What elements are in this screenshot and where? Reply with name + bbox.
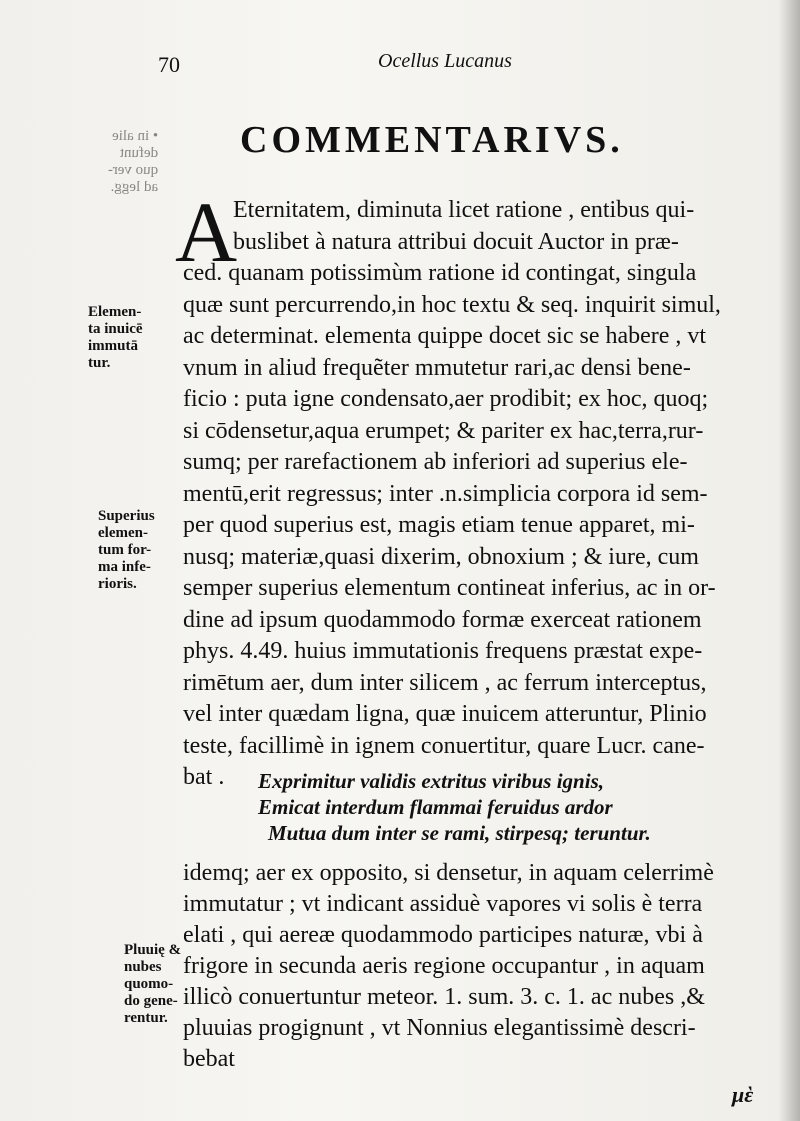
text-line: Eternitatem, diminuta licet ratione , entibus qui- xyxy=(233,197,695,223)
text-line: dine ad ipsum quodammodo formæ exerceat rationem xyxy=(183,606,702,633)
main-text-block xyxy=(183,195,783,794)
catchword: μὲ xyxy=(732,1082,754,1107)
verse-line: Mutua dum inter se rami, stirpesq; teruntur. xyxy=(268,821,651,845)
text-line: idemq; aer ex opposito, si densetur, in aquam celerrimè xyxy=(183,860,714,886)
text-line: ficio : puta igne condensato,aer prodibit; ex hoc, quoq; xyxy=(183,386,709,412)
text-line: pluuias progignunt , vt Nonnius elegantissimè descri- xyxy=(183,1015,696,1041)
text-line: elati , qui aereæ quodammodo participes naturæ, vbi à xyxy=(183,922,703,948)
text-line: per quod superius est, magis etiam tenue apparet, mi- xyxy=(183,512,695,538)
page-number: 70 xyxy=(158,52,180,77)
text-line: bebat xyxy=(183,1046,235,1072)
margin-note-elements: Elemen- ta inuicē immutā tur. xyxy=(88,304,143,371)
text-line: quæ sunt percurrendo,in hoc textu & seq. inquirit simul, xyxy=(183,291,721,318)
margin-note-pluuiae: Pluuię & nubes quomo- do gene- rentur. xyxy=(124,942,182,1026)
text-line: sumq; per rarefactionem ab inferiori ad superius ele- xyxy=(183,449,688,475)
text-line: illicò conuertuntur meteor. 1. sum. 3. c. 1. ac nubes ,& xyxy=(183,984,705,1010)
margin-note-superius: Superius elemen- tum for- ma infe- rioris. xyxy=(98,508,155,592)
verse-line: Emicat interdum flammai feruidus ardor xyxy=(258,795,613,819)
text-line: si cōdensetur,aqua erumpet; & pariter ex hac,terra,rur- xyxy=(183,417,704,444)
text-line: immutatur ; vt indicant assiduè vapores vi solis è terra xyxy=(183,891,703,917)
text-line: ced. quanam potissimùm ratione id contingat, singula xyxy=(183,260,697,286)
text-line: vnum in aliud frequẽter mmutetur rari,ac densi bene- xyxy=(183,354,691,381)
text-line: nusq; materiæ,quasi dixerim, obnoxium ; & iure, cum xyxy=(183,543,699,570)
text-line: semper superius elementum contineat inferius, ac in or- xyxy=(183,575,716,601)
running-head: Ocellus Lucanus xyxy=(378,50,512,72)
text-line: ac determinat. elementa quippe docet sic se habere , vt xyxy=(183,323,707,349)
text-line: teste, facillimè in ignem conuertitur, quare Lucr. cane- xyxy=(183,732,705,759)
verse-line: Exprimitur validis extritus viribus ignis, xyxy=(258,769,604,793)
drop-cap: A xyxy=(175,184,238,280)
text-line: mentū,erit regressus; inter .n.simplicia corpora id sem- xyxy=(183,480,708,507)
section-title: COMMENTARIVS. xyxy=(240,119,624,161)
text-line: bat . xyxy=(183,764,225,790)
text-line: buslibet à natura attribui docuit Auctor in præ- xyxy=(233,228,679,255)
text-line: frigore in secunda aeris regione occupantur , in aquam xyxy=(183,953,705,979)
text-line: vel inter quædam ligna, quæ inuicem atteruntur, Plinio xyxy=(183,701,707,727)
continuation-text-block xyxy=(183,858,783,1075)
bleed-through-margin: • in alie defunt quo ver- ad legg. xyxy=(108,128,159,195)
verse-quotation xyxy=(258,768,728,846)
text-line: rimētum aer, dum inter silicem , ac ferrum interceptus, xyxy=(183,669,707,696)
text-line: phys. 4.49. huius immutationis frequens præstat expe- xyxy=(183,638,703,664)
